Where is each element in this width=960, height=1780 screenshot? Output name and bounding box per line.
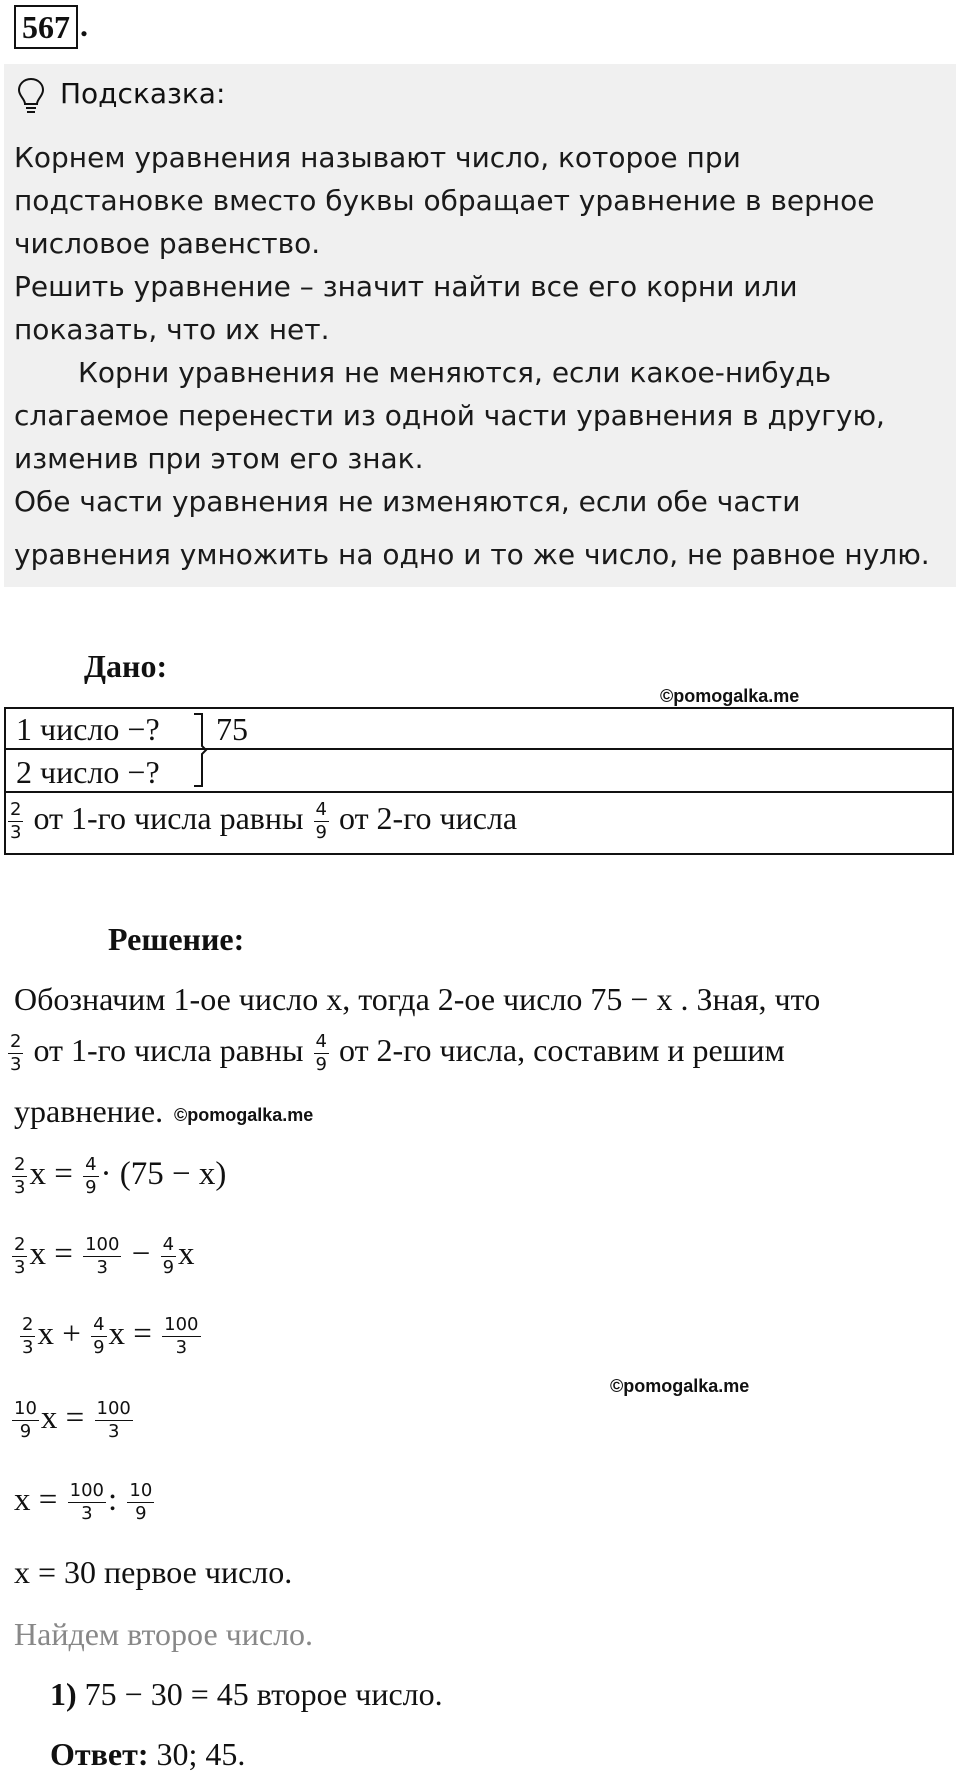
watermark: ©pomogalka.me — [610, 1376, 750, 1396]
solution-intro: $\frac{2}{3}$ от 1-го числа равны $\frac{4}{9}$ от 2-го числа, составим и решим — [10, 1031, 785, 1076]
fraction: $\frac{100}{3}$ — [96, 1397, 131, 1442]
fraction: $\frac{2}{3}$ — [10, 799, 22, 844]
given-row-second: 2 число −? — [16, 754, 160, 790]
fraction: $\frac{100}{3}$ — [69, 1479, 104, 1524]
brace-icon — [192, 712, 208, 788]
hint-line: Корнем уравнения называют число, которое при — [14, 141, 741, 174]
solution-heading: Решение: — [108, 921, 245, 957]
fraction: $\frac{100}{3}$ — [164, 1313, 199, 1358]
fraction: $\frac{100}{3}$ — [85, 1233, 120, 1278]
fraction: $\frac{10}{9}$ — [14, 1397, 37, 1442]
hint-line: изменив при этом его знак. — [14, 442, 424, 475]
hint-line: Решить уравнение – значит найти все его корни или — [14, 270, 798, 303]
equation-1: $\frac{2}{3}$ x = $\frac{4}{9}$ · (75 − x) — [14, 1153, 227, 1198]
find-second-text: Найдем второе число. — [14, 1616, 314, 1652]
hint-line: Обе части уравнения не изменяются, если обе части — [14, 485, 801, 518]
step-1: 1) 75 − 30 = 45 второе число. — [50, 1676, 443, 1712]
fraction: $\frac{2}{3}$ — [14, 1153, 26, 1198]
fraction: $\frac{4}{9}$ — [85, 1153, 97, 1198]
fraction: $\frac{4}{9}$ — [93, 1313, 105, 1358]
hint-line: числовое равенство. — [14, 227, 321, 260]
solution-intro: Обозначим 1-ое число x, тогда 2-ое число 75 − x . Зная, что — [14, 981, 821, 1017]
task-number: 567 — [14, 5, 78, 49]
solution-intro: уравнение. — [14, 1093, 164, 1129]
watermark: ©pomogalka.me — [174, 1105, 314, 1125]
hint-title: Подсказка: — [60, 77, 226, 110]
watermark: ©pomogalka.me — [660, 686, 800, 706]
hint-line: слагаемое перенести из одной части уравнения в другую, — [14, 399, 885, 432]
fraction: $\frac{10}{9}$ — [129, 1479, 153, 1524]
answer: Ответ: 30; 45. — [50, 1736, 246, 1772]
equation-2: $\frac{2}{3}$ x = $\frac{100}{3}$ − $\frac{4}{9}$ x — [14, 1233, 195, 1278]
equation-3: $\frac{2}{3}$ x + $\frac{4}{9}$ x = $\frac{100}{3}$ — [22, 1313, 199, 1358]
given-sum: 75 — [216, 711, 248, 747]
task-number-dot: . — [80, 7, 88, 43]
given-row-first: 1 число −? — [16, 711, 160, 747]
equation-5: x = $\frac{100}{3}$ : $\frac{10}{9}$ — [14, 1479, 153, 1524]
lightbulb-icon — [14, 75, 48, 115]
fraction: $\frac{2}{3}$ — [22, 1313, 34, 1358]
fraction: $\frac{4}{9}$ — [315, 799, 327, 844]
fraction: $\frac{2}{3}$ — [14, 1233, 26, 1278]
given-row-relation: $\frac{2}{3}$ от 1-го числа равны $\frac{4}{9}$ от 2-го числа — [10, 799, 518, 844]
fraction: $\frac{2}{3}$ — [10, 1031, 22, 1076]
hint-line: показать, что их нет. — [14, 313, 330, 346]
equation-4: $\frac{10}{9}$ x = $\frac{100}{3}$ — [14, 1397, 131, 1442]
hint-line: Корни уравнения не меняются, если какое-нибудь — [78, 356, 832, 389]
hint-line: подстановке вместо буквы обращает уравнение в верное — [14, 184, 875, 217]
hint-line: уравнения умножить на одно и то же число, не равное нулю. — [14, 538, 930, 571]
fraction: $\frac{4}{9}$ — [162, 1233, 175, 1278]
given-heading: Дано: — [84, 648, 168, 684]
equation-6: x = 30 первое число. — [14, 1554, 293, 1590]
fraction: $\frac{4}{9}$ — [315, 1031, 327, 1076]
